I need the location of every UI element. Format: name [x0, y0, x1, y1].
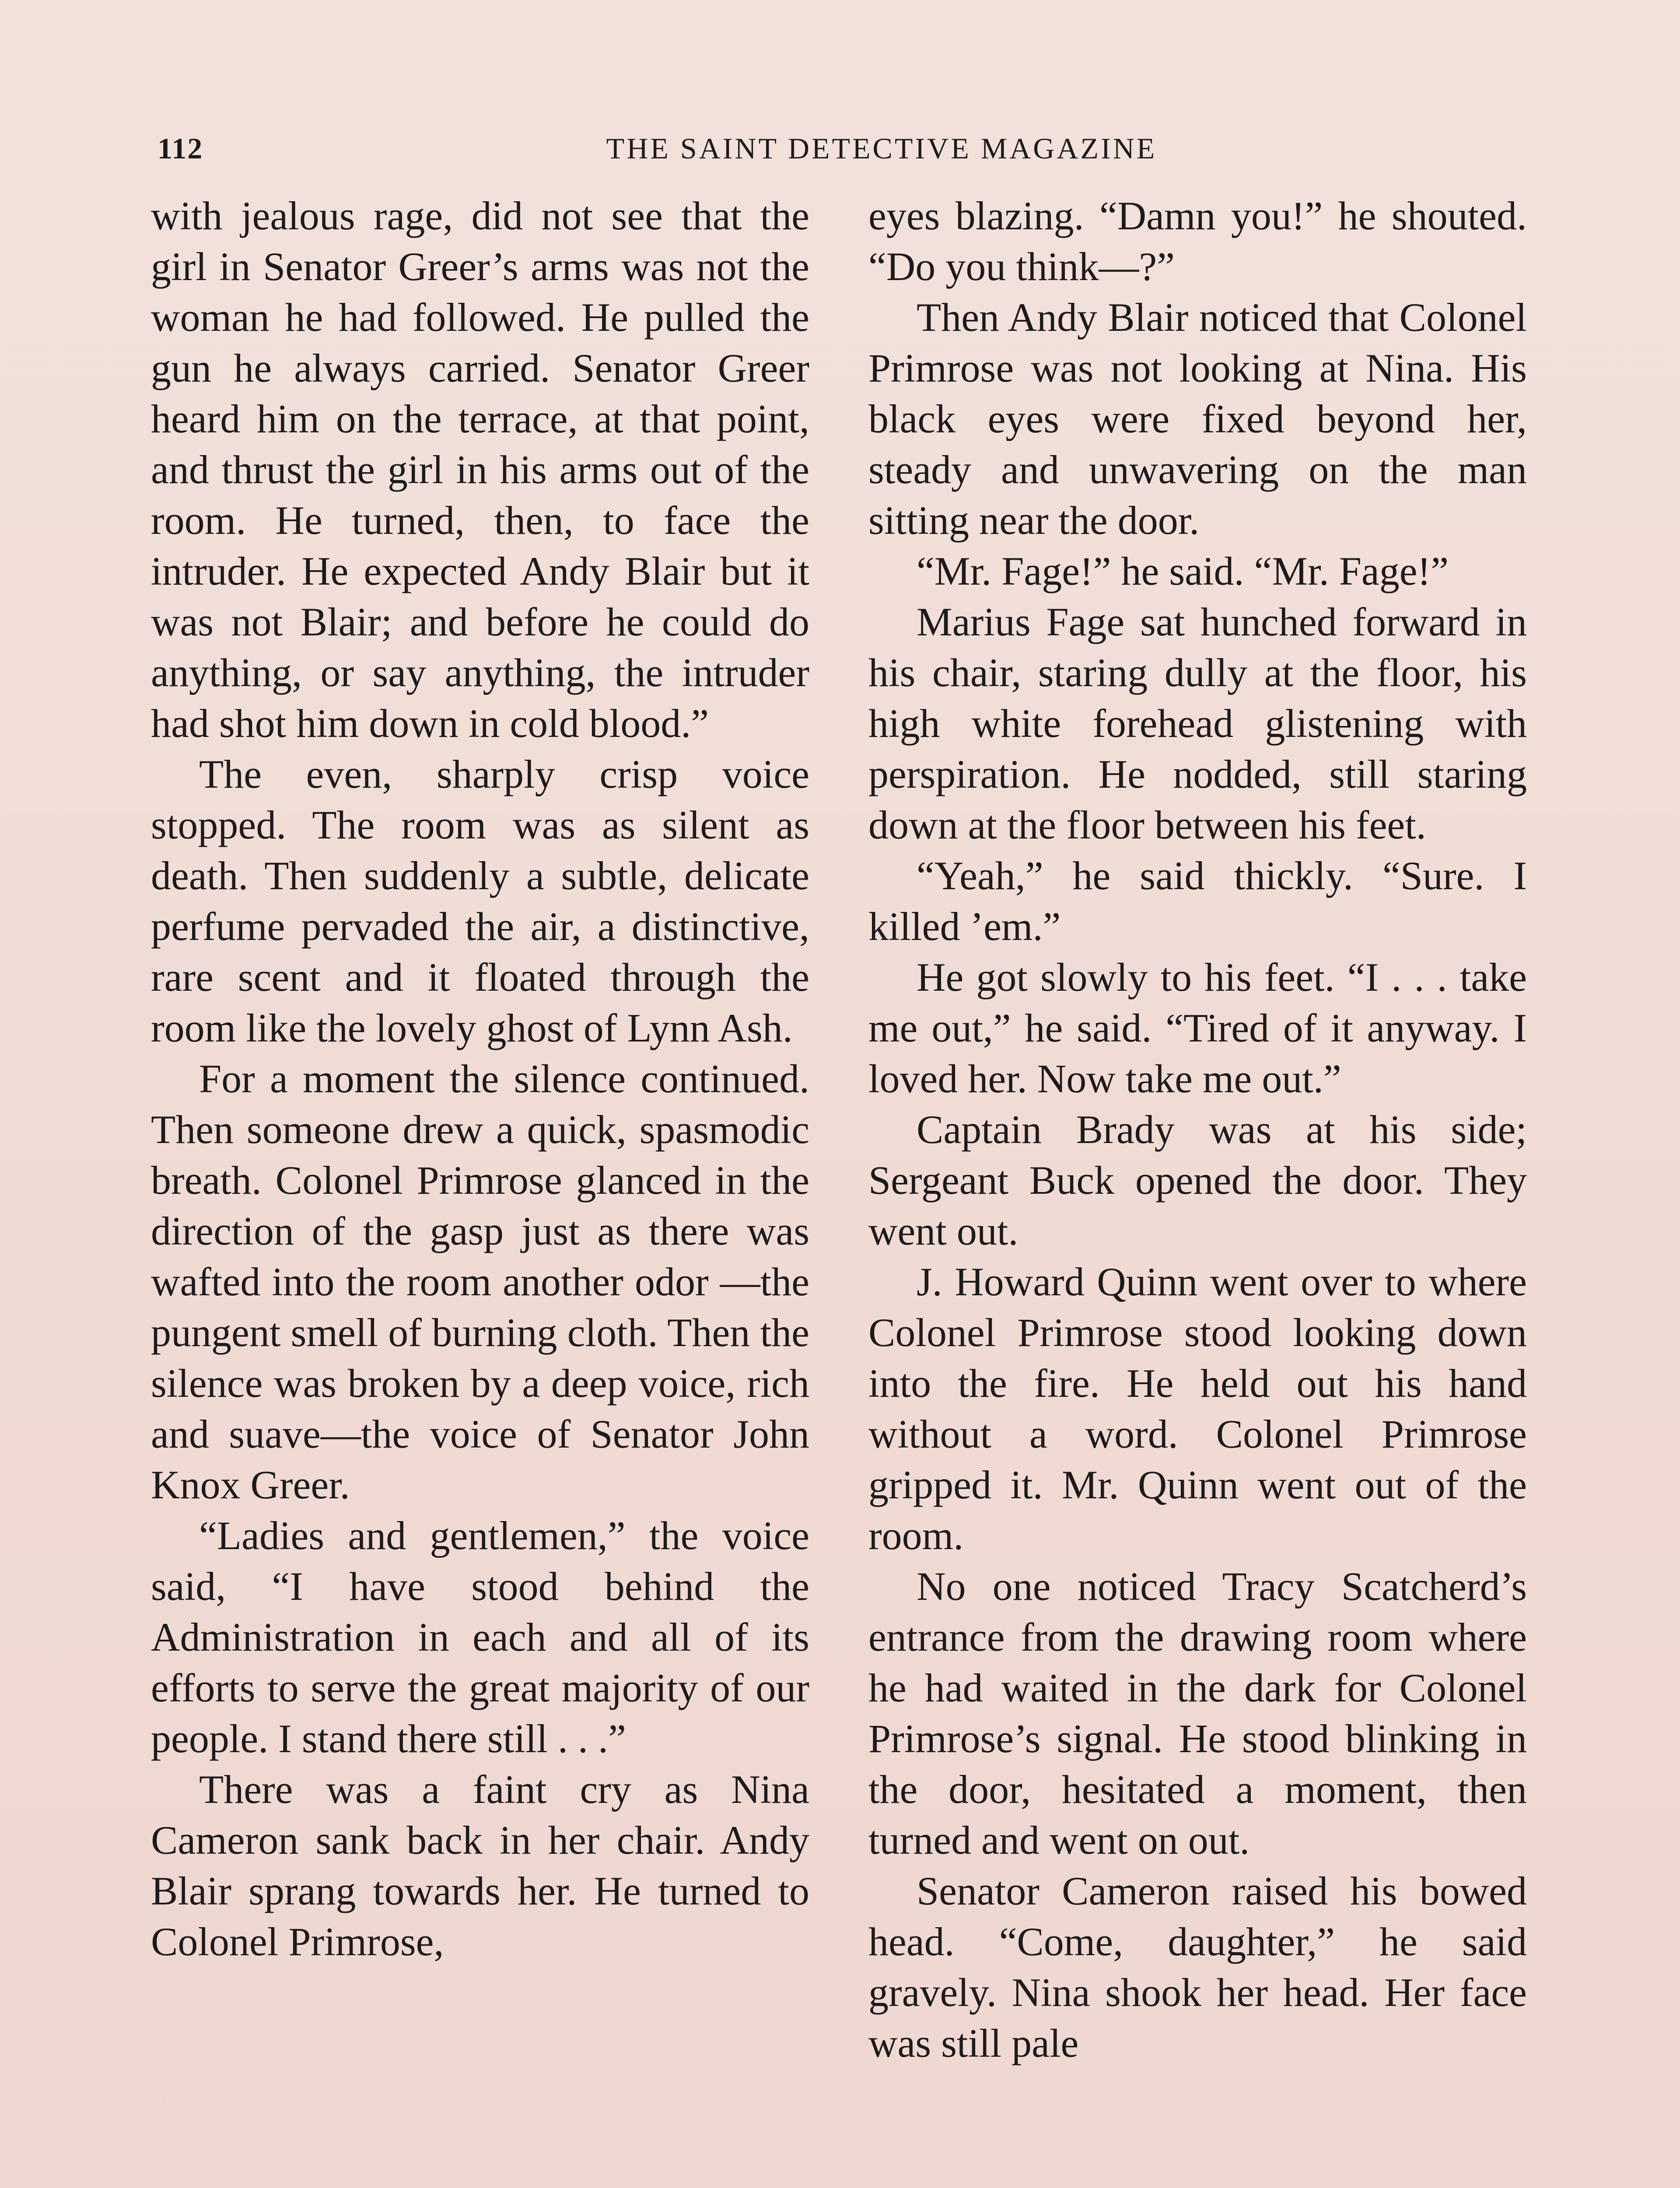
paragraph: He got slowly to his feet. “I . . . take me out,” he said. “Tired of it anyway. I loved her. Now take me out.” — [868, 955, 1527, 1101]
paragraph: The even, sharply crisp voice stopped. The room was as silent as death. Then suddenly a subtle, delicate perfume pervaded the air, a distinctive, rare scent and it floated through the room like the lovely ghost of Lynn Ash. — [151, 752, 809, 1050]
paragraph: For a moment the silence continued. Then someone drew a quick, spasmodic breath. Colonel Primrose glanced in the direction of the gasp just as there was wafted into the room another odor —the pungent smell of burning cloth. Then the silence was broken by a deep voice, rich and suave—the voice of Senator John Knox Greer. — [151, 1056, 809, 1507]
paragraph: “Ladies and gentlemen,” the voice said, “I have stood behind the Administration in each and all of its efforts to serve the great majority of our people. I stand there still . . .” — [151, 1513, 809, 1761]
page-number: 112 — [158, 132, 203, 165]
right-text-column — [868, 190, 1527, 2069]
paragraph: “Mr. Fage!” he said. “Mr. Fage!” — [917, 549, 1449, 593]
paragraph: Marius Fage sat hunched forward in his chair, staring dully at the floor, his high white forehead glistening with perspiration. He nodded, still staring down at the floor between his feet. — [868, 600, 1527, 847]
paragraph: “Yeah,” he said thickly. “Sure. I killed ’em.” — [868, 853, 1527, 949]
paragraph: Then Andy Blair noticed that Colonel Primrose was not looking at Nina. His black eyes were fixed beyond her, steady and unwavering on the man sitting near the door. — [868, 295, 1527, 543]
paragraph: No one noticed Tracy Scatcherd’s entrance from the drawing room where he had waited in the dark for Colonel Primrose’s signal. He stood blinking in the door, hesitated a moment, then turned and went on out. — [868, 1564, 1527, 1862]
running-head — [158, 131, 1536, 175]
paragraph: with jealous rage, did not see that the girl in Senator Greer’s arms was not the woman he had followed. He pulled the gun he always carried. Senator Greer heard him on the terrace, at that point, and thrust the girl in his arms out of the room. He turned, then, to face the intruder. He expected Andy Blair but it was not Blair; and before he could do anything, or say anything, the intruder had shot him down in cold blood.” — [151, 193, 809, 746]
paragraph: J. Howard Quinn went over to where Colonel Primrose stood looking down into the fire. He held out his hand without a word. Colonel Primrose gripped it. Mr. Quinn went out of the room. — [868, 1259, 1527, 1558]
magazine-title: THE SAINT DETECTIVE MAGAZINE — [606, 132, 1157, 165]
paragraph: There was a faint cry as Nina Cameron sank back in her chair. Andy Blair sprang towards her. He turned to Colonel Primrose, — [151, 1767, 809, 1964]
paragraph: eyes blazing. “Damn you!” he shouted. “Do you think—?” — [868, 193, 1527, 289]
left-text-column — [151, 190, 809, 1967]
paragraph: Captain Brady was at his side; Sergeant Buck opened the door. They went out. — [868, 1107, 1527, 1253]
paragraph: Senator Cameron raised his bowed head. “Come, daughter,” he said gravely. Nina shook her head. Her face was still pale — [868, 1869, 1527, 2065]
